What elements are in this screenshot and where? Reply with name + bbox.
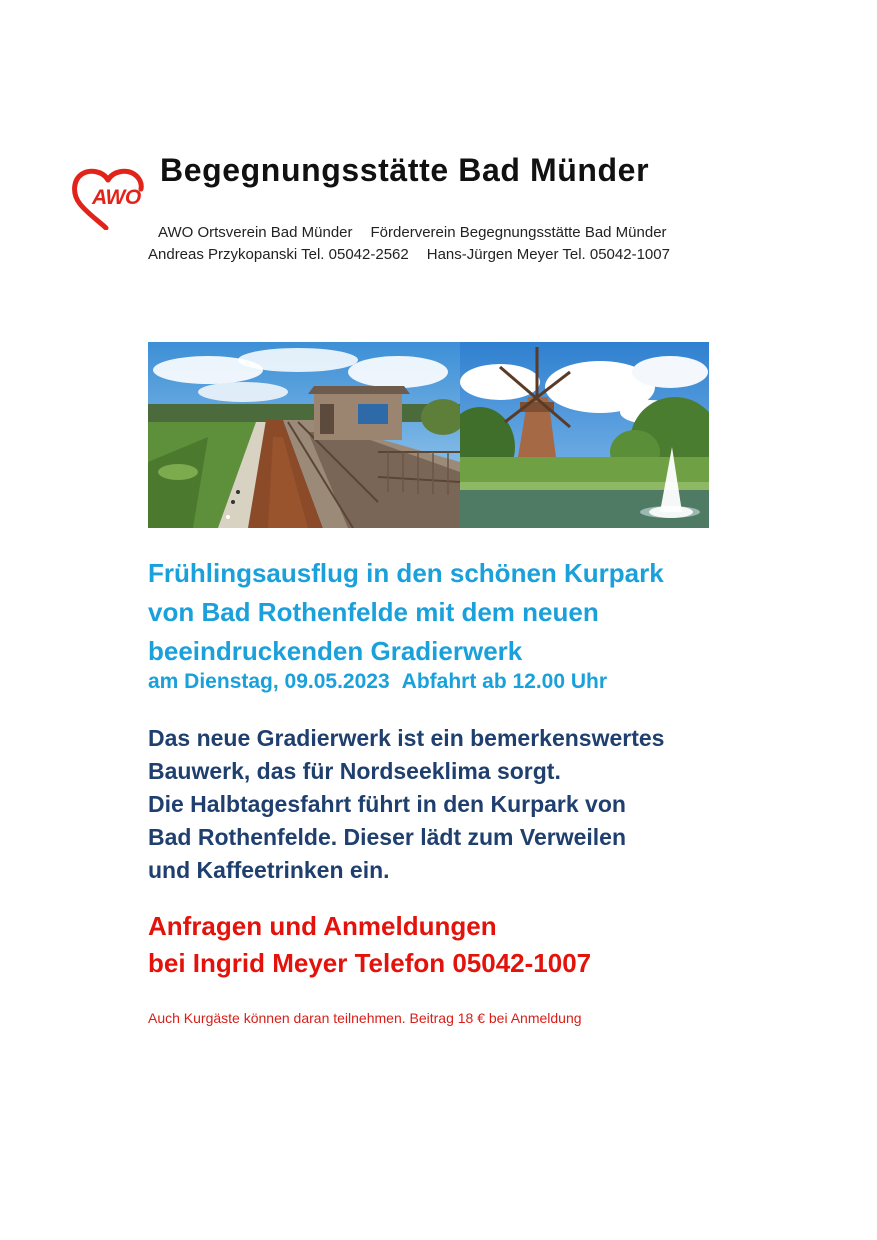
description-line: Das neue Gradierwerk ist ein bemerkenswertes <box>148 725 665 751</box>
event-date: am Dienstag, 09.05.2023 <box>148 670 390 693</box>
gradierwerk-photo <box>148 342 460 528</box>
event-headline <box>148 554 664 671</box>
event-date-line <box>148 670 607 694</box>
registration-info <box>148 908 591 982</box>
photo-row <box>148 342 709 528</box>
description-line: Die Halbtagesfahrt führt in den Kurpark von <box>148 791 626 817</box>
headline-line: von Bad Rothenfelde mit dem neuen <box>148 597 599 627</box>
logo-text: AWO <box>92 186 141 209</box>
contact-meyer: Hans-Jürgen Meyer Tel. 05042-1007 <box>426 246 670 263</box>
event-departure: Abfahrt ab 12.00 Uhr <box>401 670 608 693</box>
headline-line: beeindruckenden Gradierwerk <box>148 636 523 666</box>
contact-row-1 <box>158 224 667 241</box>
registration-line: Anfragen und Anmeldungen <box>148 911 497 941</box>
contact-przykopanski: Andreas Przykopanski Tel. 05042-2562 <box>148 246 409 263</box>
awo-logo <box>70 168 150 230</box>
event-description <box>148 722 664 887</box>
registration-line: bei Ingrid Meyer Telefon 05042-1007 <box>148 948 592 978</box>
description-line: Bauwerk, das für Nordseeklima sorgt. <box>148 758 561 784</box>
windmill-fountain-photo <box>460 342 709 528</box>
contact-foerderverein: Förderverein Begegnungsstätte Bad Münder <box>370 224 667 241</box>
description-line: und Kaffeetrinken ein. <box>148 857 390 883</box>
description-line: Bad Rothenfelde. Dieser lädt zum Verweilen <box>148 824 627 850</box>
headline-line: Frühlingsausflug in den schönen Kurpark <box>148 558 664 588</box>
page-title: Begegnungsstätte Bad Münder <box>160 152 650 188</box>
contact-ortsverein: AWO Ortsverein Bad Münder <box>158 224 353 241</box>
contact-row-2 <box>148 246 670 263</box>
footnote: Auch Kurgäste können daran teilnehmen. Beitrag 18 € bei Anmeldung <box>148 1010 582 1026</box>
